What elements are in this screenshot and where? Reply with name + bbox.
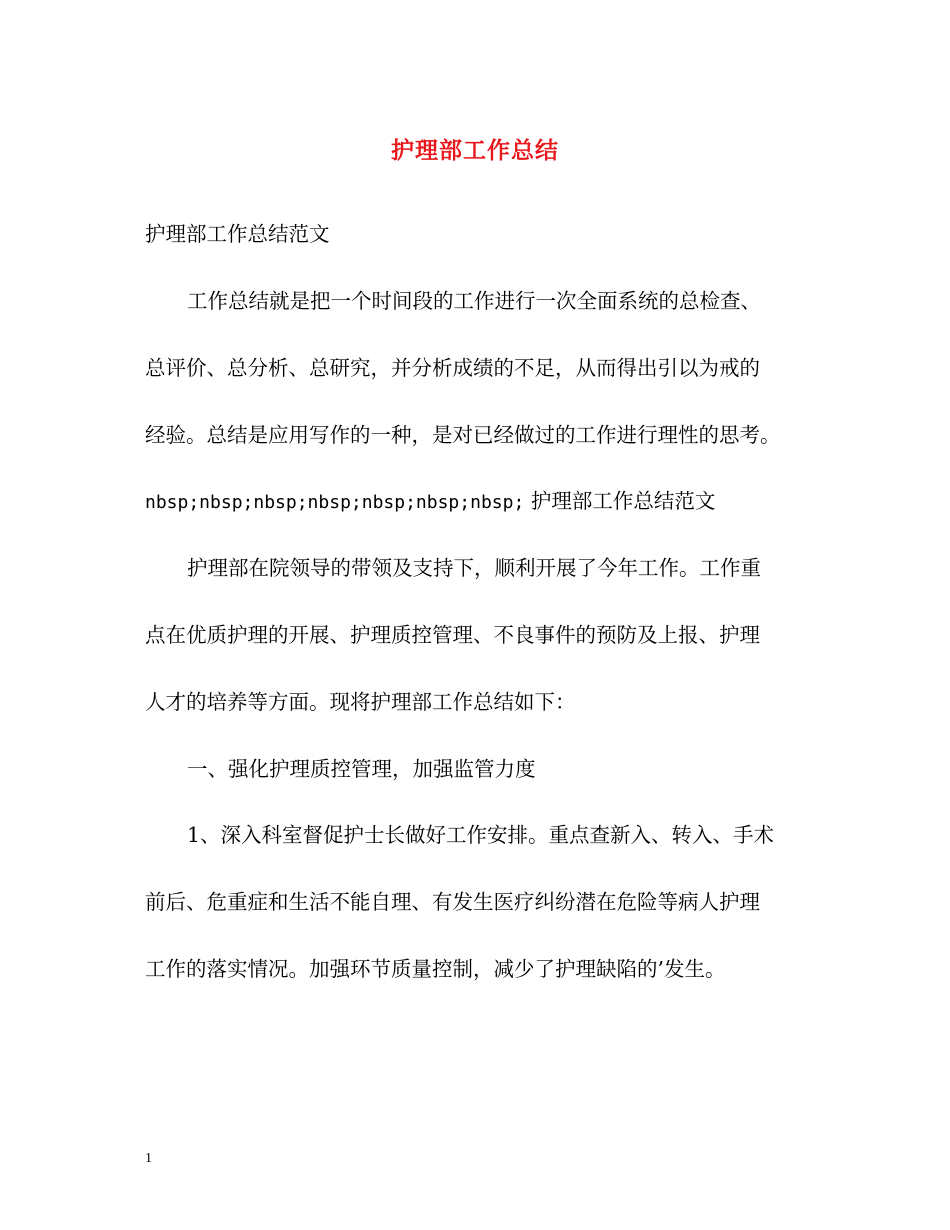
nbsp-line-text: 护理部工作总结范文 [530,489,716,513]
paragraph-1-line-1: 工作总结就是把一个时间段的工作进行一次全面系统的总检查、 [187,289,761,313]
nbsp-prefix: nbsp;nbsp;nbsp;nbsp;nbsp;nbsp;nbsp; [145,492,525,513]
paragraph-1-line-3: 经验。总结是应用写作的一种，是对已经做过的工作进行理性的思考。 [145,423,781,447]
item-1-line-1: 1、深入科室督促护士长做好工作安排。重点查新入、转入、手术 [187,823,775,847]
document-subtitle: 护理部工作总结范文 [145,222,330,246]
nbsp-line [145,485,815,519]
document-title: 护理部工作总结 [391,138,559,164]
paragraph-2-line-2: 点在优质护理的开展、护理质控管理、不良事件的预防及上报、护理 [145,623,760,647]
item-1-line-3: 工作的落实情况。加强环节质量控制，减少了护理缺陷的’发生。 [145,957,726,981]
page-number: 1 [145,1151,152,1166]
paragraph-1-line-2: 总评价、总分析、总研究，并分析成绩的不足，从而得出引以为戒的 [145,356,760,380]
section-1-heading: 一、强化护理质控管理，加强监管力度 [187,757,536,781]
item-1-line-2: 前后、危重症和生活不能自理、有发生医疗纠纷潜在危险等病人护理 [145,890,760,914]
paragraph-2-line-3: 人才的培养等方面。现将护理部工作总结如下： [145,690,576,714]
paragraph-2-line-1: 护理部在院领导的带领及支持下，顺利开展了今年工作。工作重 [187,556,761,580]
